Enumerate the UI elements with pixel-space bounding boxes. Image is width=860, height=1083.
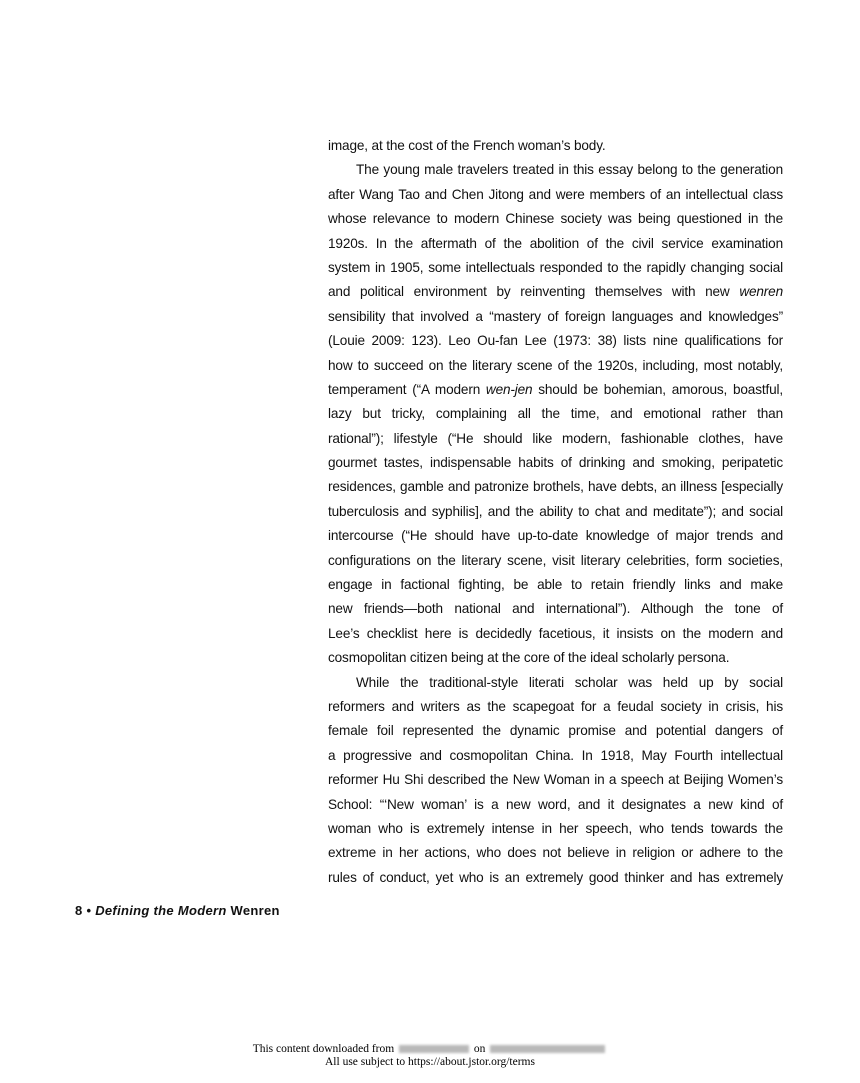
text-segment: sensibility that involved a “mastery of foreign languages and knowledges” [328,308,783,324]
text-line [328,573,783,597]
text-segment: female foil represented the dynamic promise and potential dangers of [328,723,783,739]
text-line [328,280,783,304]
text-segment: after Wang Tao and Chen Jitong and were members of an intellectual class [328,186,783,202]
text-line [328,841,783,865]
text-line [328,768,783,792]
redacted-date [490,1045,605,1053]
text-segment: 1920s. In the aftermath of the abolition of the civil service examination [328,235,783,251]
text-line [328,793,783,817]
footer-title-italic: Defining the Modern [95,903,227,918]
text-segment: While the traditional-style literati scholar was held up by social [356,674,783,690]
text-segment: reformer Hu Shi described the New Woman in a speech at Beijing Women’s [328,772,783,788]
text-line [328,695,783,719]
text-segment: (Louie 2009: 123). Leo Ou-fan Lee (1973: 38) lists nine qualifications for [328,333,783,349]
text-line [328,427,783,451]
terms-line[interactable]: All use subject to https://about.jstor.org/terms [325,1056,535,1068]
text-segment: a progressive and cosmopolitan China. In 1918, May Fourth intellectual [328,747,783,763]
text-segment: residences, gamble and patronize brothels, have debts, an illness [especially [328,479,783,495]
text-line [328,232,783,256]
text-line [328,158,783,182]
text-line [328,207,783,231]
text-segment: lazy but tricky, complaining all the time, and emotional rather than [328,406,783,422]
italic-term: wenren [739,284,783,300]
text-line [328,183,783,207]
download-line [0,1043,860,1056]
text-line [328,671,783,695]
text-segment: School: “‘New woman’ is a new word, and it designates a new kind of [328,796,783,812]
text-segment: whose relevance to modern Chinese society was being questioned in the [328,211,783,227]
text-line [328,475,783,499]
running-footer [75,903,280,918]
text-line [328,866,783,890]
text-segment: woman who is extremely intense in her speech, who tends towards the [328,820,783,836]
text-segment: Lee’s checklist here is decidedly facetious, it insists on the modern and [328,625,783,641]
text-segment: image, at the cost of the French woman’s body. [328,138,606,153]
text-line [328,597,783,621]
text-line [328,622,783,646]
text-segment: The young male travelers treated in this essay belong to the generation [356,162,783,178]
footer-title-regular: Wenren [226,903,280,918]
text-segment: reformers and writers as the scapegoat for a feudal society in crisis, his [328,698,783,714]
text-segment: rational”); lifestyle (“He should like modern, fashionable clothes, have [328,430,783,446]
redacted-ip [399,1045,469,1053]
text-line [328,549,783,573]
text-line [328,817,783,841]
text-segment: extreme in her actions, who does not believe in religion or adhere to the [328,845,783,861]
text-line [328,500,783,524]
text-line [328,354,783,378]
text-line [328,451,783,475]
page-number: 8 [75,903,83,918]
text-segment: temperament (“A modern [328,381,486,397]
body-text [328,134,783,890]
text-segment: engage in factional fighting, be able to retain friendly links and make [328,577,783,593]
download-prefix: This content downloaded from [252,1043,398,1055]
text-line [328,305,783,329]
text-line [328,329,783,353]
text-line [328,524,783,548]
jstor-notice [0,1043,860,1069]
text-segment: configurations on the literary scene, visit literary celebrities, form societies, [328,552,783,568]
text-segment: cosmopolitan citizen being at the core of the ideal scholarly persona. [328,650,730,666]
text-line [328,256,783,280]
italic-term: wen-jen [485,381,533,397]
text-line [328,646,783,670]
download-on: on [471,1043,489,1055]
text-segment: and political environment by reinventing themselves with new [328,284,740,300]
text-segment: how to succeed on the literary scene of the 1920s, including, most notably, [328,357,783,373]
text-segment: gourmet tastes, indispensable habits of drinking and smoking, peripatetic [328,455,783,471]
text-segment: tuberculosis and syphilis], and the ability to chat and meditate”); and social [328,503,783,519]
text-line [328,744,783,768]
text-line [328,719,783,743]
text-line [328,134,783,158]
text-line [328,378,783,402]
text-segment: system in 1905, some intellectuals responded to the rapidly changing social [328,259,783,275]
text-segment: intercourse (“He should have up-to-date knowledge of major trends and [328,528,783,544]
text-segment: rules of conduct, yet who is an extremely good thinker and has extremely [328,869,783,885]
text-segment: should be bohemian, amorous, boastful, [532,381,783,397]
text-segment: new friends—both national and international”). Although the tone of [328,601,783,617]
text-line [328,402,783,426]
footer-bullet: • [82,903,96,918]
